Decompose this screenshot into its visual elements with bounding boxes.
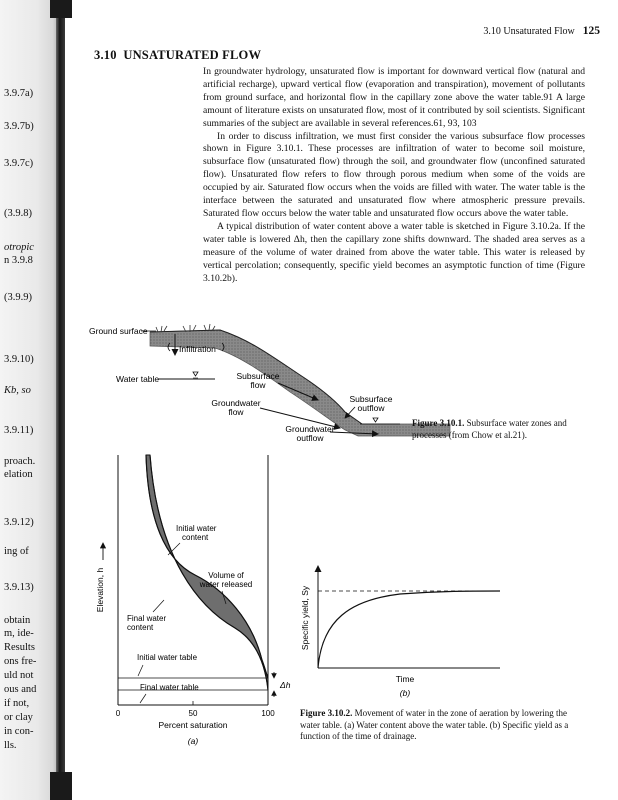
margin-text: 3.9.7c) [4, 158, 34, 169]
margin-text: Results [4, 642, 35, 653]
margin-text: Kb, so [4, 385, 31, 396]
margin-text: 3.9.13) [4, 582, 34, 593]
volume-released-label [199, 571, 252, 589]
margin-text: if not, [4, 698, 30, 709]
specific-yield-curve [318, 591, 500, 668]
margin-text: (3.9.9) [4, 292, 32, 303]
label-line: Final water [127, 614, 167, 623]
initial-water-content-label [176, 524, 217, 542]
panel-label: (a) [187, 736, 199, 746]
groundwater-outflow-label [285, 424, 334, 443]
label-line: water released [199, 580, 253, 589]
running-title: 3.10 Unsaturated Flow [483, 26, 575, 37]
caption-text: Subsurface water zones and processes (from Chow et al.21). [412, 418, 567, 440]
stream-water-symbol [373, 418, 378, 422]
label-line: Subsurface [349, 394, 393, 404]
caption-label: Figure 3.10.2. [300, 708, 353, 718]
margin-text: 3.9.7b) [4, 121, 34, 132]
margin-text: m, ide- [4, 628, 34, 639]
ground-surface-label: Ground surface [89, 326, 148, 336]
figure-3-10-1-caption [412, 418, 592, 441]
section-title: UNSATURATED FLOW [123, 48, 262, 62]
leader [153, 600, 164, 612]
final-water-table-label: Final water table [140, 683, 199, 692]
margin-text: ons fre- [4, 656, 37, 667]
caption-text: Movement of water in the zone of aeration by lowering the water table. (a) Water content above the water table. (b) Specific yield as a function of the time of drainage. [300, 708, 569, 741]
label-line: Initial water [176, 524, 217, 533]
margin-text: 3.9.7a) [4, 88, 34, 99]
y-axis-label: Elevation, h [95, 567, 105, 613]
label-line: Volume of [208, 571, 244, 580]
figure-3-10-1 [89, 324, 450, 443]
margin-text: elation [4, 469, 33, 480]
paragraph: In groundwater hydrology, unsaturated flow is important for downward vertical flow (natural and artificial recharge), upward vertical flow (evaporation and transpiration), movement of pollutants from ground surface, and horizontal flow in the capillary zone above the water table.91 A large amount of literature exists on unsaturated flow, most of it contributed by soil scientists. Significant summaries of the subject are available in several references.61, 93, 103 [203, 66, 585, 129]
margin-text: in con- [4, 726, 34, 737]
water-table-label: Water table [116, 374, 160, 384]
label-line: Groundwater [211, 398, 261, 408]
x-axis-label: Percent saturation [158, 720, 228, 730]
margin-text: lls. [4, 740, 17, 751]
margin-text: 3.9.11) [4, 425, 34, 436]
label-line: flow [228, 407, 244, 417]
final-water-content-label [127, 614, 166, 632]
label-line: Groundwater [285, 424, 335, 434]
leader [140, 694, 146, 703]
label-line: outflow [357, 403, 385, 413]
margin-text: ing of [4, 546, 29, 557]
leader [138, 665, 143, 676]
margin-text: n 3.9.8 [4, 255, 33, 266]
y-axis-label: Specific yield, Sy [300, 585, 310, 651]
margin-text: uld not [4, 670, 34, 681]
margin-text: ous and [4, 684, 37, 695]
tick-label: 100 [261, 709, 275, 718]
initial-water-table-label: Initial water table [137, 653, 198, 662]
subsurface-outflow-label [350, 394, 393, 413]
tick-label: 50 [188, 709, 198, 718]
page-number: 125 [582, 25, 600, 37]
figure-3-10-2a [95, 455, 291, 746]
subsurface-flow-label [237, 371, 280, 390]
margin-text: otropic [4, 242, 34, 253]
initial-water-content-curve [146, 455, 268, 678]
label-line: content [182, 533, 209, 542]
infiltration-label: Infiltration [179, 344, 216, 354]
margin-text: obtain [4, 615, 31, 626]
paragraph: A typical distribution of water content above a water table is sketched in Figure 3.10.2a. If the water table is lowered Δh, then the capillary zone shifts downward. The shaded area serves as a measure of the volume of water drained from above the water table. This water is released by vertical percolation; consequently, specific yield becomes an asymptotic function of time (Figure 3.10.2b). [203, 220, 585, 284]
caption-label: Figure 3.10.1. [412, 418, 465, 428]
margin-text: proach. [4, 456, 36, 467]
x-axis-label: Time [395, 674, 415, 684]
groundwater-flow-label [211, 398, 260, 417]
label-line: Subsurface [236, 371, 280, 381]
label-line: outflow [296, 433, 324, 443]
margin-text: (3.9.8) [4, 208, 32, 219]
delta-h-label: Δh [280, 680, 291, 690]
margin-text: 3.9.10) [4, 354, 34, 365]
margin-text: or clay [4, 712, 33, 723]
label-line: flow [250, 380, 266, 390]
figure-3-10-2-caption [300, 708, 586, 743]
label-line: content [127, 623, 154, 632]
water-table-symbol [193, 372, 198, 376]
margin-text: 3.9.12) [4, 517, 34, 528]
tick-label: 0 [115, 709, 121, 718]
panel-label: (b) [399, 688, 411, 698]
figure-3-10-2b [300, 566, 500, 698]
section-number: 3.10 [94, 48, 117, 62]
paragraph: In order to discuss infiltration, we must first consider the various subsurface flow processes shown in Figure 3.10.1. These processes are infiltration of water to become soil moisture, subsurface flow (unsaturated flow) through the soil, and groundwater flow (unconfined saturated flow). Unsaturated flow refers to flow through porous medium when some of the voids are occupied by air. Saturated flow occurs when the voids are filled with water. The water table is the interface between the saturated and unsaturated flow where atmospheric pressure prevails. Saturated flow occurs below the water table and unsaturated flow occurs above the water table. [203, 130, 585, 219]
